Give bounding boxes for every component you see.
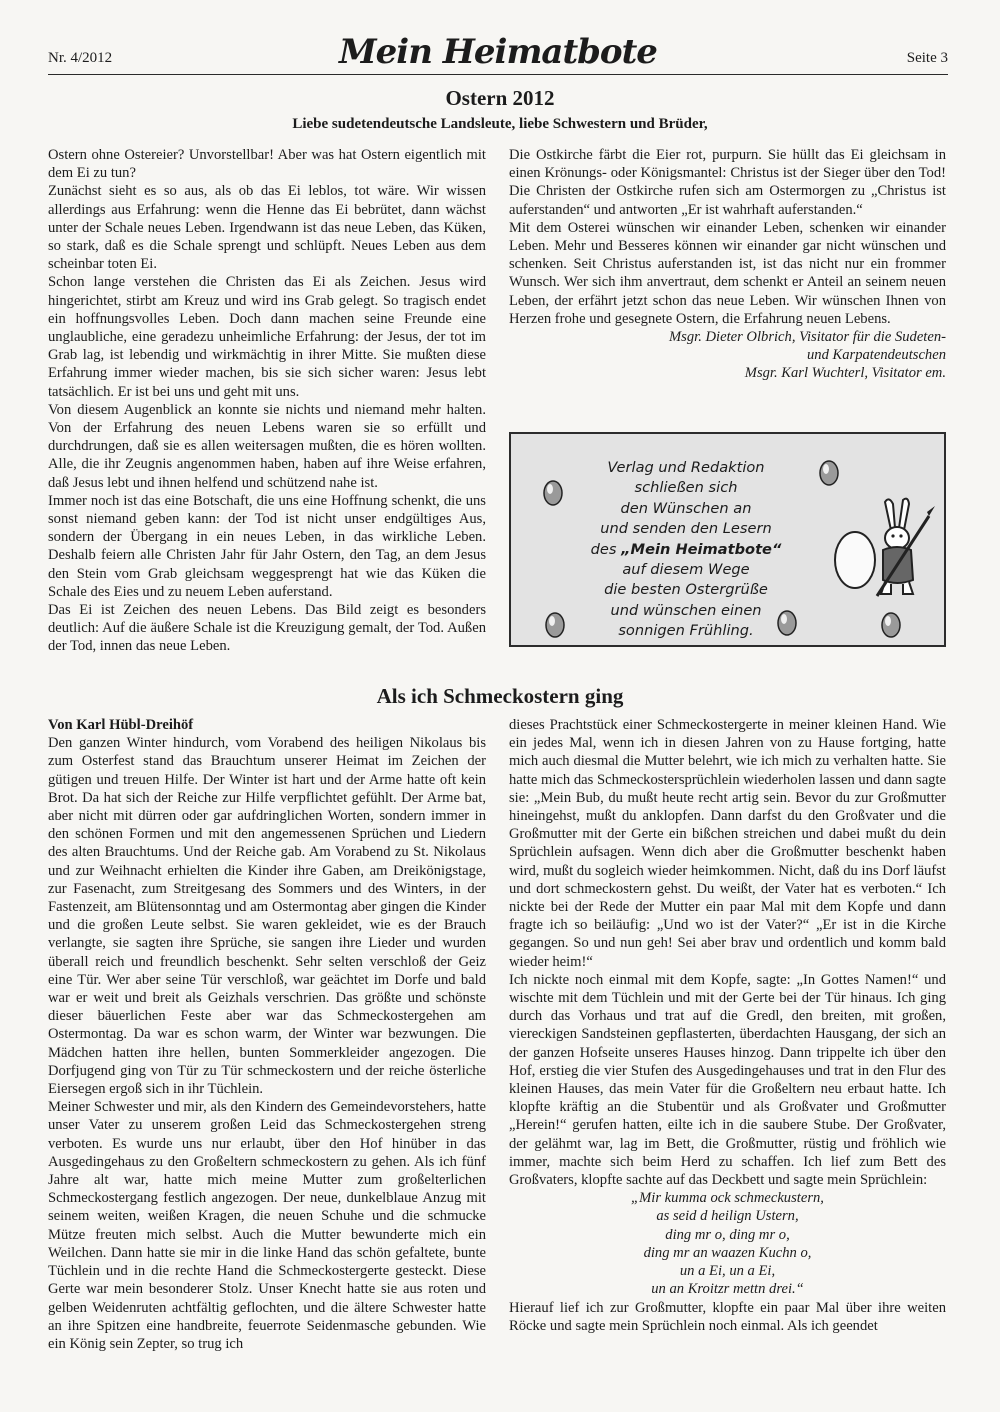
article1-right-column [509,146,946,383]
paragraph: Immer noch ist das eine Botschaft, die uns eine Hoffnung schenkt, die uns sonst niemand geben kann: der Tod ist nicht unser endgültiges Aus, sondern der Übergang in ein neues Leben, in das wirkliche Leben. Deshalb feiern alle Christen Jahr für Jahr Ostern, den Tag, an dem Jesus den Stein vom Grab gleichsam weggesprengt hat wie das Küken die Schale des Eies und zu neuem Leben auferstand. [48,492,486,600]
signature-line: Msgr. Dieter Olbrich, Visitator für die Sudeten- [669,329,946,346]
paragraph: Ostern ohne Ostereier? Unvorstellbar! Aber was hat Ostern eigentlich mit dem Ei zu tun? [48,147,486,182]
greeting-line [521,540,851,560]
greeting-line: die besten Ostergrüße [604,581,768,599]
page-number: Seite 3 [906,50,948,66]
article2-title: Als ich Schmeckostern ging [376,684,624,708]
poem-line: ding mr an waazen Kuchn o, [643,1244,812,1261]
article2-right-column [509,716,946,1335]
paragraph: Hierauf lief ich zur Großmutter, klopfte ein paar Mal über ihre weiten Röcke und sagte mein Sprüchlein noch einmal. Als ich geendet [509,1299,946,1334]
paragraph: Schon lange verstehen die Christen das Ei als Zeichen. Jesus wird hingerichtet, stirbt am Kreuz und wird ins Grab gelegt. So tragisch endet ein hoffnungsvolles Leben. Doch dann machen seine Freunde eine unglaubliche, eine geradezu unheimliche Erfahrung: der Jesus, der tot im Grab lag, ist lebendig und wirkmächtig in ihrer Mitte. Sie mußten diese Erfahrung immer wieder machen, bis sie sich sicher waren: Jesus lebt tatsächlich. Er ist bei uns und geht mit uns. [48,274,486,400]
page-header [48,30,948,75]
masthead-logo: Mein Heimatbote [339,32,657,72]
greeting-text-pre: des [590,540,622,558]
article1-title: Ostern 2012 [445,86,555,110]
poem-line: as seid d heilign Ustern, [656,1208,799,1225]
poem-line: un an Kroitzr mettn drei.“ [651,1281,804,1298]
issue-number: Nr. 4/2012 [48,50,113,66]
newspaper-name: „Mein Heimatbote“ [621,540,782,558]
greeting-line: schließen sich [634,479,738,497]
article1-left-column [48,146,486,656]
article1-subtitle: Liebe sudetendeutsche Landsleute, liebe Schwestern und Brüder, [292,116,708,132]
greeting-line: und senden den Lesern [600,520,772,538]
paragraph: Ich nickte noch einmal mit dem Kopfe, sagte: „In Gottes Namen!“ und wischte mit dem Tüchlein und mit der Gerte bei der Tür hinaus. Ich ging durch das Vorhaus und trat auf die Gredl, den breiten, mit großen, viereckigen Sandsteinen gepflasterten, überdachten Hausgang, der sich an der ganzen Hofseite unseres Hauses hinzog. Dann trippelte ich über den Hof, erstieg die vier Stufen des Ausgedingehauses und trat in den Flur des kleinen Hauses, das mein Vater für die Großeltern neu erbaut hatte. Ich klopfte kräftig an die Stubentür und als Großvater und Großmutter „Herein!“ gerufen hatten, eilte ich in die saubere Stube. Der Großvater, der gelähmt war, lag im Bett, die Großmutter, rüstig und fröhlich wie immer, machte sich beim Herd zu schaffen. Ich lief zum Bett des Großvaters, klopfte sachte auf das Deckbett und sagte mein Sprüchlein: [509,971,946,1189]
paragraph: Die Ostkirche färbt die Eier rot, purpurn. Sie hüllt das Ei gleichsam in einen Krönungs- oder Königsmantel: Christus ist der Sieger über den Tod! Die Christen der Ostkirche rufen sich am Ostermorgen zu „Christus ist auferstanden“ und antworten „Er ist wahrhaft auferstanden.“ [509,147,946,218]
paragraph: Von diesem Augenblick an konnte sie nichts und niemand mehr halten. Von der Erfahrung des neuen Lebens waren sie so erfüllt und durchdrungen, daß sie es allen weitersagen mußten, die es hören wollten. Alle, die ihr Zeugnis angenommen haben, haben auf ihre Weise erfahren, daß Jesus lebt und ihnen helfend und schützend nahe ist. [48,401,486,491]
easter-greeting-box [509,432,946,647]
article2-left-column [48,716,486,1353]
paragraph: Meiner Schwester und mir, als den Kindern des Gemeindevorstehers, hatte unser Vater zu unserem großen Leid das Schmeckostergehen streng verboten. Es wurde uns nur erlaubt, über den Hof hinüber in das Ausgedingehaus zu den Großeltern schmeckostern zu gehen. Als ich fünf Jahre alt war, hatte mich meine Mutter zum großelterlichen Schmeckostergang festlich angezogen. Der neue, dunkelblaue Anzug mit seinem weiten, weißen Kragen, die neuen Schuhe und die schmucke Mütze freuten mich selbst. Auch die Mutter bewunderte mich ein Weilchen. Dann hatte sie mir in die linke Hand das schön gefaltete, bunte Tüchlein und in die rechte Hand die Schmeckostergerte gesteckt. Diese Gerte war mein besonderer Stolz. Unser Knecht hatte sie aus roten und gelben Weidenruten achtfältig geflochten, und die ältere Schwester hatte an ihre Spitzen eine handbreite, feuerrote Seidenmasche gebunden. Wie ein König sein Zepter, so trug ich [48,1099,486,1352]
greeting-line: auf diesem Wege [622,561,750,579]
greeting-line: Verlag und Redaktion [607,459,765,476]
paragraph: dieses Prachtstück einer Schmeckostergerte in meiner kleinen Hand. Wie ein jedes Mal, wenn ich in diesen Jahren von zu Hause fortging, hatte mich auch diesmal die Mutter belehrt, wie ich mich zu verhalten hatte. Sie hatte mich das Schmeckostersprüchlein wiederholen lassen und dann sagte sie: „Mein Bub, du mußt heute recht artig sein. Bevor du zur Großmutter hineingehst, mußt du anklopfen. Dann darfst du den Großvater und die Großmutter mit der Gerte ein bißchen streichen und dabei mußt du dein Sprüchlein aufsagen. Wenn dich aber die Großmutter beschenkt haben wird, mußt du sogleich wieder heimkommen. Nicht, daß du ins Dorf läufst und dort schmeckostern gehst. Du weißt, der Vater hat es verboten.“ Ich nickte bei der Rede der Mutter ein paar Mal mit dem Kopfe und dann fragte ich so beiläufig: „Und wo ist der Vater?“ „Er ist in die Kirche gegangen. So und nun geh! Sei aber brav und ordentlich und komm bald wieder heim!“ [509,717,946,970]
egg-icon [775,608,799,638]
paragraph: Zunächst sieht es so aus, als ob das Ei leblos, tot wäre. Wir wissen allerdings aus Erfahrung: wenn die Henne das Ei bebrütet, dann wächst unter der Schale neues Leben. Irgendwann ist das neue Leben, das Küken, so stark, daß es die Schale sprengt und schlüpft. Neues Leben aus dem scheinbar toten Ei. [48,183,486,273]
greeting-line: sonnigen Frühling. [618,622,754,640]
egg-icon [817,458,841,488]
paragraph: Das Ei ist Zeichen des neuen Lebens. Das Bild zeigt es besonders deutlich: Auf die äußere Schale ist die Kreuzigung gemalt, der Tod. Außen der Tod, innen das neue Leben. [48,602,486,655]
poem-line: ding mr o, ding mr o, [665,1226,790,1243]
signature-line: und Karpatendeutschen [806,347,946,364]
poem-line: un a Ei, un a Ei, [679,1263,776,1280]
paragraph: Den ganzen Winter hindurch, vom Vorabend des heiligen Nikolaus bis zum Osterfest stand das Brauchtum unserer Heimat im Zeichen der gütigen und treuen Hilfe. Der Winter ist hart und der Arme hatte oft kein Brot. Da hat sich der Reiche zur Hilfe verpflichtet gefühlt. Der Arme bat, aber nicht mit dürren oder gar aufdringlichen Worten, sondern immer in den schönen Formen und mit den angemessenen Sprüchen und Liedern des alten Brauchtums. Und der Reiche gab. Am Vorabend zu St. Nikolaus und zur Weihnacht erhielten die Kinder ihre Gaben, am Dreikönigstage, zur Fasenacht, zum Streitgesang des Sommers und des Winters, in der Fastenzeit, am Blütensonntag und am Ostermontag aber gingen die Kinder und die großen Leute selbst. Sie waren gekleidet, wie es der Brauch verlangte, sie sagten ihre Sprüche, sie sangen ihre Lieder und wurden überall reich und freundlich beschenkt. Sehr selten verschloß der Geiz eine Tür. Wer aber seine Tür verschloß, war geächtet im Dorfe und bald war er weit und breit als Geizhals verschrien. Das größte und schönste dieser bäuerlichen Feste aber war das Schmeckostergehen am Ostermontag. Da war es schon warm, der Winter war bezwungen. Die Mädchen hatten ihre hellen, bunten Sommerkleider angezogen. Die Dorfjugend ging von Tür zu Tür schmeckostern und der reiche österliche Eiersegen ergoß sich in ihr Tüchlein. [48,735,486,1098]
egg-icon [541,478,565,508]
easter-bunny-illustration [833,494,943,604]
author-byline: Von Karl Hübl-Dreihöf [48,717,194,733]
egg-icon [879,610,903,640]
greeting-line: den Wünschen an [620,499,752,517]
greeting-text [521,458,851,642]
greeting-line: und wünschen einen [610,601,762,619]
poem-line: „Mir kumma ock schmeckustern, [631,1190,824,1207]
egg-icon [543,610,567,640]
signature-line: Msgr. Karl Wuchterl, Visitator em. [744,365,946,382]
paragraph: Mit dem Osterei wünschen wir einander Leben, schenken wir einander Leben. Mehr und Besseres können wir einander gar nicht wünschen und schenken. Seit Christus auferstanden ist, ist das nicht nur ein frommer Wunsch. Wer sich ihm anvertraut, dem schenkt er Anteil an seinem neuen Leben, der erfährt jetzt schon das neue Leben. Wir wünschen Ihnen von Herzen frohe und gesegnete Ostern, die Erfahrung neuen Lebens. [509,219,946,327]
